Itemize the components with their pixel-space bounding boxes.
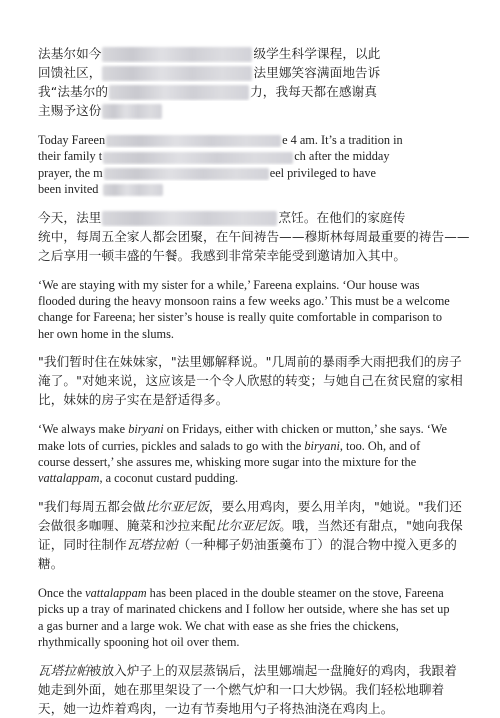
text-segment: 今天，法里 xyxy=(38,209,102,225)
text-segment: 级学生科学课程，以此 xyxy=(253,46,381,61)
text-segment: 会做很多咖喱、腌菜和沙拉来配 xyxy=(38,517,216,533)
italic-term: 瓦塔拉帕 xyxy=(38,662,89,678)
redacted-blur-region xyxy=(102,104,162,119)
text-line xyxy=(38,208,478,227)
redacted-blur-region xyxy=(103,152,293,164)
text-line xyxy=(38,390,478,409)
text-line xyxy=(38,293,478,309)
italic-term: vattalappam xyxy=(85,585,147,600)
text-line xyxy=(38,63,478,82)
text-segment: ch after the midday xyxy=(294,149,390,164)
text-line xyxy=(38,132,478,148)
english-paragraph-4 xyxy=(38,277,478,343)
text-segment: ‘We are staying with my sister for a while,’ Fareena explains. ‘Our house was xyxy=(38,277,420,292)
text-segment: make lots of curries, pickles and salads to go with the xyxy=(38,438,305,453)
text-line xyxy=(38,516,478,535)
text-line xyxy=(38,181,478,197)
text-line xyxy=(38,352,478,371)
text-segment: change for Fareena; her sister’s house is really quite comfortable in comparison to xyxy=(38,310,443,325)
redacted-blur-region xyxy=(109,85,249,100)
text-segment: 法里娜笑容满面地告诉 xyxy=(253,65,381,80)
text-segment: her own home in the slums. xyxy=(38,326,174,341)
italic-term: 比尔亚尼饭 xyxy=(215,517,280,533)
text-line xyxy=(38,371,478,390)
text-segment: ，要么用鸡肉，要么用羊肉，"她说。"我们还 xyxy=(208,498,462,514)
text-line xyxy=(38,601,478,617)
chinese-paragraph-9 xyxy=(38,661,478,718)
text-segment: ‘We always make xyxy=(38,422,129,437)
text-line xyxy=(38,634,478,650)
text-line xyxy=(38,535,478,554)
chinese-paragraph-1 xyxy=(38,44,478,120)
text-segment: , a coconut custard pudding. xyxy=(99,471,239,486)
chinese-paragraph-7 xyxy=(38,497,478,573)
text-segment: 。哦，当然还有甜点，"她向我保 xyxy=(279,517,463,533)
text-segment: 天，她一边炸着鸡肉，一边有节奏地用勺子将热油浇在鸡肉上。 xyxy=(38,700,394,716)
text-line xyxy=(38,82,478,101)
text-segment: on Fridays, either with chicken or mutton,’ she says. ‘We xyxy=(163,422,447,437)
text-segment: 主赐予这份 xyxy=(38,103,102,118)
text-line xyxy=(38,554,478,573)
redacted-blur-region xyxy=(102,66,252,81)
text-segment: e 4 am. It’s a tradition in xyxy=(282,133,403,147)
text-segment: "我们暂时住在妹妹家，"法里娜解释说。"几周前的暴雨季大雨把我们的房子 xyxy=(38,354,462,370)
text-segment: 淹了。"对她来说，这应该是一个令人欣慰的转变；与她自己在贫民窟的家相 xyxy=(38,373,463,389)
text-line xyxy=(38,246,478,265)
redacted-blur-region xyxy=(106,135,281,147)
text-line xyxy=(38,277,478,293)
text-segment: 我“法基尔的 xyxy=(38,84,109,99)
text-line xyxy=(38,309,478,325)
text-segment: 统中，每周五全家人都会团聚，在午间祷告——穆斯林每周最重要的祷告—— xyxy=(38,228,470,244)
redacted-blur-region xyxy=(102,47,252,62)
text-line xyxy=(38,618,478,634)
redacted-blur-region xyxy=(102,211,277,226)
text-segment: eel privileged to have xyxy=(269,165,376,180)
text-segment: course dessert,’ she assures me, whisking more sugar into the mixture for the xyxy=(38,455,417,470)
text-line xyxy=(38,227,478,246)
text-line xyxy=(38,454,478,470)
text-segment: a gas burner and a large wok. We chat with ease as she fries the chickens, xyxy=(38,618,399,633)
text-line xyxy=(38,421,478,437)
text-segment: 回馈社区， xyxy=(38,65,102,80)
text-segment: 被放入炉子上的双层蒸锅后，法里娜端起一盘腌好的鸡肉，我跟着 xyxy=(88,662,457,678)
chinese-paragraph-5 xyxy=(38,352,478,409)
text-segment: "我们每周五都会做 xyxy=(38,498,146,514)
text-line xyxy=(38,497,478,516)
text-line xyxy=(38,585,478,601)
text-segment: picks up a tray of marinated chickens and I follow her outside, where she has set up xyxy=(38,602,450,617)
redacted-blur-region xyxy=(104,168,269,180)
redacted-blur-region xyxy=(103,184,163,196)
text-line xyxy=(38,470,478,486)
english-paragraph-8 xyxy=(38,585,478,651)
english-paragraph-2 xyxy=(38,132,478,198)
italic-term: 瓦塔拉帕 xyxy=(126,536,178,552)
text-line xyxy=(38,680,478,699)
italic-term: 比尔亚尼饭 xyxy=(145,498,209,514)
text-segment: 证，同时往制作 xyxy=(38,536,127,552)
text-segment: prayer, the m xyxy=(38,165,103,180)
text-segment: , too. Oh, and of xyxy=(339,438,421,453)
text-segment: （一种椰子奶油蛋羹布丁）的混合物中搅入更多的 xyxy=(177,536,457,552)
italic-term: biryani xyxy=(128,422,164,437)
text-segment: their family t xyxy=(38,149,103,164)
text-segment: 力，我每天都在感谢真 xyxy=(250,84,378,99)
text-segment: 之后享用一顿丰盛的午餐。我感到非常荣幸能受到邀请加入其中。 xyxy=(38,247,407,263)
text-line xyxy=(38,699,478,718)
text-segment: flooded during the heavy monsoon rains a few weeks ago.’ This must be a welcome xyxy=(38,294,450,309)
text-segment: 法基尔如今 xyxy=(38,46,102,61)
text-segment: Today Fareen xyxy=(38,133,106,147)
text-line xyxy=(38,44,478,63)
text-line xyxy=(38,101,478,120)
text-segment: 比，妹妹的房子实在是舒适得多。 xyxy=(38,392,229,408)
english-paragraph-6 xyxy=(38,421,478,487)
text-segment: 糖。 xyxy=(38,555,64,571)
text-segment: 烹饪。在他们的家庭传 xyxy=(278,209,406,225)
text-line xyxy=(38,165,478,181)
text-line xyxy=(38,438,478,454)
text-line xyxy=(38,326,478,342)
text-segment: 她走到外面，她在那里架设了一个燃气炉和一口大炒锅。我们轻松地聊着 xyxy=(38,681,445,697)
text-segment: has been placed in the double steamer on the stove, Fareena xyxy=(146,585,444,600)
text-line xyxy=(38,661,478,680)
text-line xyxy=(38,148,478,164)
chinese-paragraph-3 xyxy=(38,208,478,265)
italic-term: biryani xyxy=(304,438,340,453)
text-segment: Once the xyxy=(38,585,86,600)
text-segment: been invited xyxy=(38,182,102,197)
italic-term: vattalappam xyxy=(38,471,100,486)
text-segment: rhythmically spooning hot oil over them. xyxy=(38,635,240,650)
